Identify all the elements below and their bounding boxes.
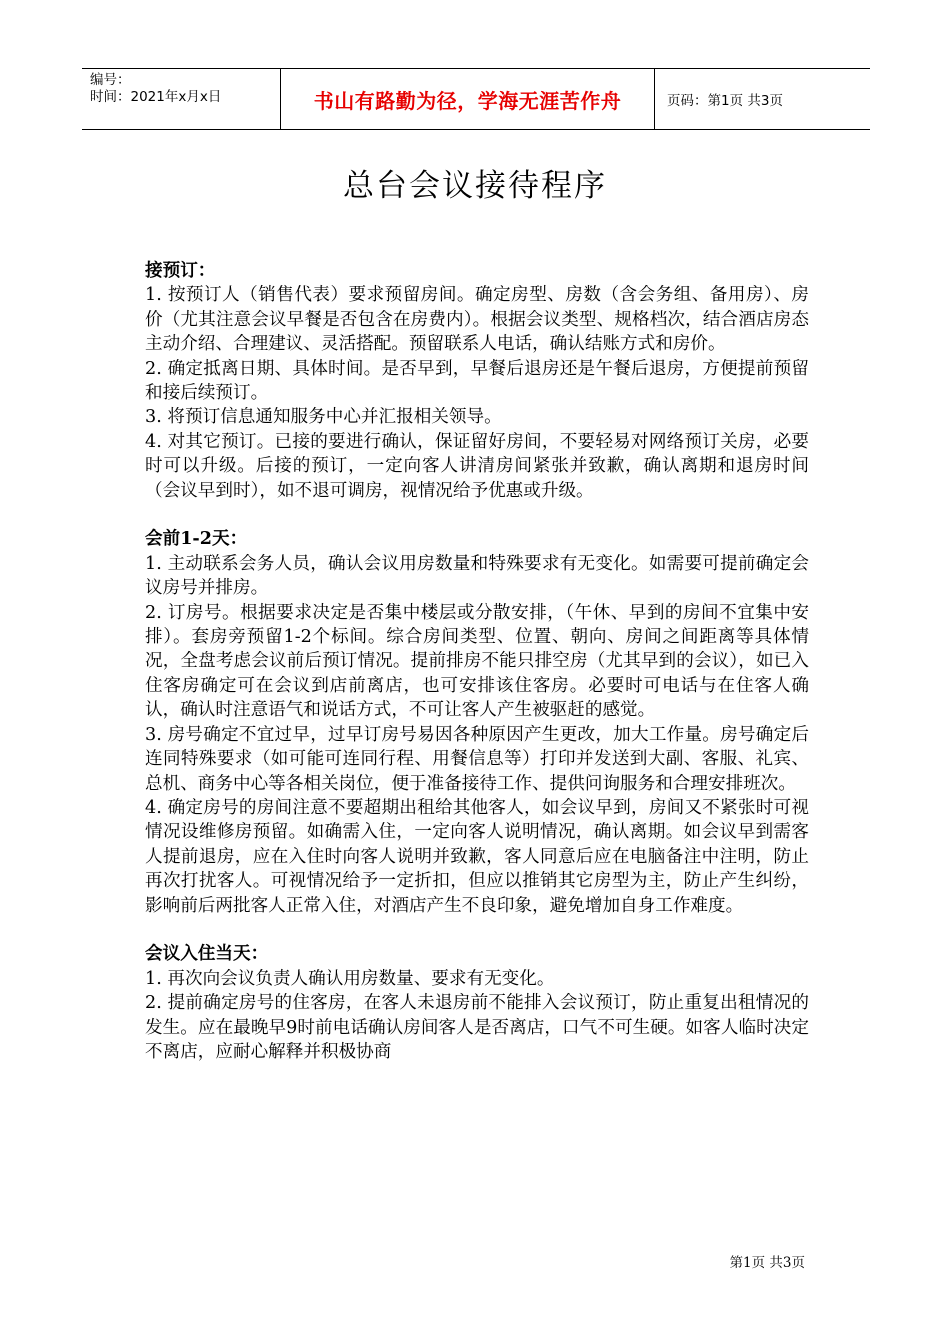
header-motto: 书山有路勤为径，学海无涯苦作舟 — [281, 69, 655, 129]
section-heading: 会议入住当天： — [145, 943, 269, 965]
header-page-info: 页码：第1页 共3页 — [667, 93, 783, 109]
header-meta — [82, 69, 281, 129]
page-footer: 第1页 共3页 — [729, 1255, 805, 1271]
section-heading: 会前1-2天： — [145, 528, 248, 550]
document-body — [145, 259, 809, 1089]
list-item: 3. 将预订信息通知服务中心并汇报相关领导。 — [145, 407, 502, 428]
list-item: 1. 再次向会议负责人确认用房数量、要求有无变化。 — [145, 968, 555, 989]
code-label: 编号： — [90, 72, 131, 88]
list-item: 1. 主动联系会务人员，确认会议用房数量和特殊要求有无变化。如需要可提前确定会议房号并排房。 — [145, 553, 809, 599]
list-item: 3. 房号确定不宜过早，过早订房号易因各种原因产生更改，加大工作量。房号确定后连同特殊要求（如可能可连同行程、用餐信息等）打印并发送到大副、客服、礼宾、总机、商务中心等各相关岗位，便于准备接待工作、提供问询服务和合理安排班次。 — [145, 724, 809, 794]
list-item: 2. 确定抵离日期、具体时间。是否早到，早餐后退房还是午餐后退房，方便提前预留和接后续预订。 — [145, 358, 809, 404]
section-booking — [145, 259, 809, 503]
list-item: 4. 对其它预订。已接的要进行确认，保证留好房间，不要轻易对网络预订关房，必要时可以升级。后接的预订，一定向客人讲清房间紧张并致歉，确认离期和退房时间（会议早到时），如不退可调房，视情况给予优惠或升级。 — [145, 431, 809, 501]
date-line: 时间：2021年x月x日 — [90, 89, 222, 105]
section-check-in-day — [145, 942, 809, 1064]
list-item: 2. 提前确定房号的住客房，在客人未退房前不能排入会议预订，防止重复出租情况的发生。应在最晚早9时前电话确认房间客人是否离店，口气不可生硬。如客人临时决定不离店，应耐心解释并积极协商 — [145, 993, 809, 1062]
list-item: 4. 确定房号的房间注意不要超期出租给其他客人，如会议早到，房间又不紧张时可视情况设维修房预留。如确需入住，一定向客人说明情况，确认离期。如会议早到需客人提前退房，应在入住时向客人说明并致歉，客人同意后应在电脑备注中注明，防止再次打扰客人。可视情况给予一定折扣，但应以推销其它房型为主，防止产生纠纷，影响前后两批客人正常入住，对酒店产生不良印象，避免增加自身工作难度。 — [145, 797, 809, 916]
page-header — [82, 68, 870, 130]
section-pre-meeting — [145, 527, 809, 918]
section-heading: 接预订： — [145, 260, 216, 281]
list-item: 2. 订房号。根据要求决定是否集中楼层或分散安排，（午休、早到的房间不宜集中安排）。套房旁预留1-2个标间。综合房间类型、位置、朝向、房间之间距离等具体情况，全盘考虑会议前后预订情况。提前排房不能只排空房（尤其早到的会议），如已入住客房确定可在会议到店前离店，也可安排该住客房。必要时可电话与在住客人确认，确认时注意语气和说话方式，不可让客人产生被驱赶的感觉。 — [145, 602, 809, 721]
list-item: 1. 按预订人（销售代表）要求预留房间。确定房型、房数（含会务组、备用房）、房价（尤其注意会议早餐是否包含在房费内）。根据会议类型、规格档次，结合酒店房态主动介绍、合理建议、灵活搭配。预留联系人电话，确认结账方式和房价。 — [145, 285, 809, 355]
document-title: 总台会议接待程序 — [343, 168, 607, 204]
